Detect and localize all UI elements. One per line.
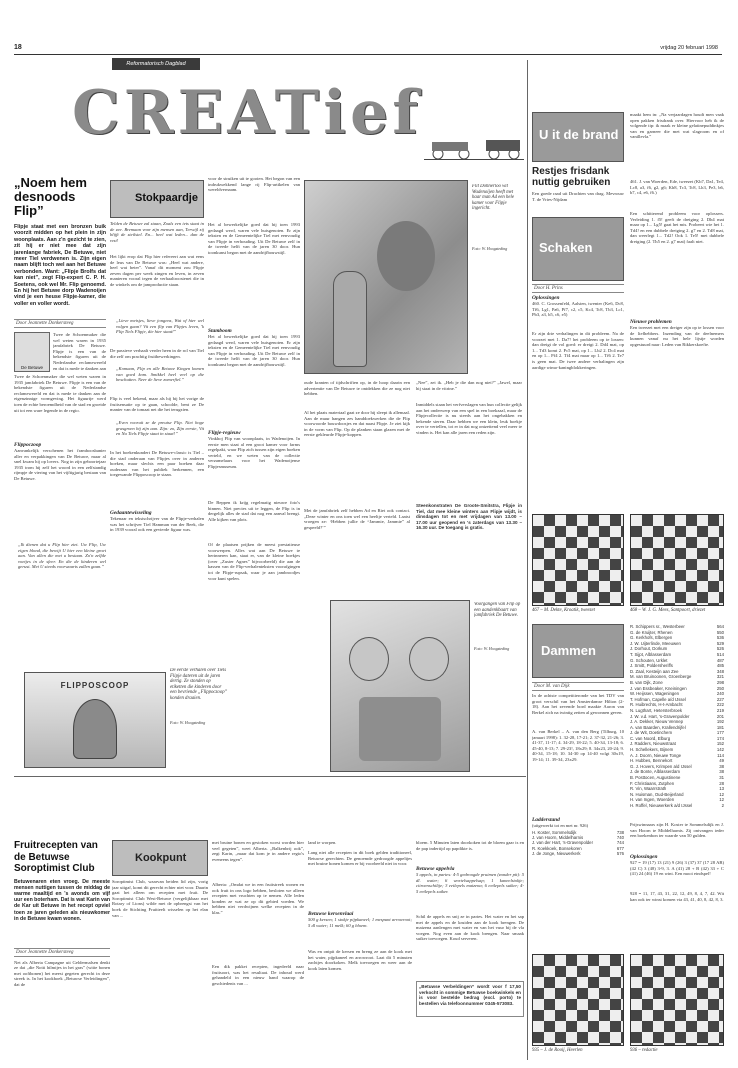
collector-figure-icon <box>377 221 435 291</box>
col3-body-4: De Beppen ik krijg regelmatig nieuwe foto's binnen. Niet precies uit te leggen, de Flip is in dergelijk alles de stad dat nog een aanval brengt. Alle kijken van plots. <box>208 500 300 522</box>
list-item-score: 526 <box>716 646 724 652</box>
uit-de-brand-banner <box>532 112 624 162</box>
results-list <box>630 624 724 809</box>
list-item-name: J. van Hoorn, Middelharnis <box>532 835 584 841</box>
fruit-recipes-article <box>14 840 110 1064</box>
dam-diagram-936-caption: 936 – redactie <box>630 1048 658 1053</box>
recipes-body-6: land te worpen. <box>308 840 337 845</box>
list-item-score: 219 <box>716 707 724 713</box>
col7-bottom <box>630 822 724 913</box>
list-item-name: N. Huisman, Oud-Beijerland <box>630 791 684 797</box>
list-item-name: H. Hubbes, Bennekort <box>630 758 673 764</box>
doll-body-icon <box>359 697 441 761</box>
col3-body-5: Of de plaatsen prijken de meest prestatieuse voorwerpen. Alles wat aan De Betuwe te herinneren kan, staat er, van de kleine boekjes (over „Zuster Agnes” bijvoorbeeld) die aan de kassen van de Flip-verhalenteksten voorafgingen tot de Flipje-rupsak, waar je aan jambroodjes voor kunt spelen. <box>208 542 300 581</box>
list-item-score: 174 <box>716 735 724 741</box>
list-item-score: 250 <box>716 685 724 691</box>
list-item-score: 348 <box>716 668 724 674</box>
flip-article <box>14 176 106 658</box>
col5-body-4: „Nee”, zei ik. „Heb je die dan nog niet?” „Jawel, maar hij staat in de vitrine.” <box>416 380 522 391</box>
list-item-score: 487 <box>716 657 724 663</box>
chess-diagram-467-caption: 467 – M. Dekte, Kroatik, tweezet <box>532 608 595 613</box>
dammen-title: Dammen <box>541 643 596 658</box>
list-item-name: R. Koekkoek, Bonsekoren <box>532 845 582 851</box>
list-item-score: 222 <box>716 702 724 708</box>
col3-subhead-1: Stamboom <box>208 328 232 334</box>
section-title <box>14 64 524 172</box>
list-item-score: 38 <box>719 769 724 775</box>
page-date: vrijdag 20 februari 1998 <box>660 45 718 51</box>
ladderstand-list <box>532 830 624 856</box>
schaken-body-1: 460. C. Grossenfeld, Aalsten, twenter (Ke6, Dc8, Tf6, Lg1, Pa6, Pf7, c2, c5, Kc4, Tc8, Tb3, Lc1, Pb3, a3, b5, c6, e5) <box>532 301 624 318</box>
col4-body-1: oude kranten of tijdschriften op, in de hoop daarin een advertentie van De Betuwe te ontdekken die ze nog niet hebben. <box>304 380 410 397</box>
list-item-name: N. Lugthart, Hetersterbroek <box>630 707 683 713</box>
stokpaardje-column <box>110 180 204 660</box>
stokpaardje-verse-2: „Komaan, Flip en alle Betuwe Kingen komen van goed kom. Smikkel heel veel op die beschutten. Neer de lieve zomerfiel.” <box>116 366 204 383</box>
kersenvlaai-subhead: Betuwse kersenvlaai <box>308 911 354 917</box>
list-item-name: J. A. Dekker, Nieuw Vennep <box>630 719 684 725</box>
list-item-name: J. Smitt, Poldersheriffs <box>630 663 673 669</box>
list-item-name: J. de Jonge, Nieuwerkerk <box>532 850 581 856</box>
col3-subhead-2: Flipje-regieuw <box>208 430 241 436</box>
list-item-name: T. Sijpt, Alblasserdam <box>630 651 672 657</box>
list-item-score: 142 <box>716 747 724 753</box>
fruit-body-1: Net als Alberta Campagne uit Geldermalsen denkt ze dat „die Notti hilmijes in het gras” (witte bonen met ooftbonen) het meest gegeten gerecht in deze streek is. In het kookboek „Betuwse Verleidingen”, dat de <box>14 959 110 987</box>
schaken-body-2: Er zijn drie verhalingen in dit probleem. Na de voorzet met 1. Da7! het probleem op te lossen: dan dreigt de vol goed: er dreigt 2. Dd4 mat, op 1... Td3 komt 2. Pc5 mat, op 1... Lb2 2. Dc4 mat en op 1... Pf4 2. Tf4 mat maar op 1... Tf6 2. Te7 is geen mat. De twee andere verhalingen zijn aardige wimo-kaningblokkeringen. <box>532 331 624 370</box>
prijswinnaars-body: Prijswinnaars zijn H. Koster te Sommelsdijk en J. van Hoorn te Middelharnis. Zij ontvangen ieder een boekenbon ter waarde van 50 gulden. <box>630 822 724 839</box>
stokpaardje-verse-3: „Even vooruit ze de preutse Flip. Niet hoge grasgroen bij zijn aan. Zijn: zo, Zijn eerste, Vit en Nu Tiels Flipje staat in staat!” <box>116 420 204 437</box>
list-item-name: G. de Kruijter, Rhenen <box>630 629 673 635</box>
list-item-name: G. Schouten, Urklet <box>630 657 668 663</box>
schaken-461-solution: Een schitterend probleem voor oplossers. Verleiding 1. f5! geeft de dreiging 2. Dh4 mat maar op 1... Lg5! gaat het mis. Probeert wie het 1. Td4! en een dubbele dreiging 2. g7 en 2. Td8 mat, dan weerlegt 1... Td2! Ook 1. Te5! met dubbele dreiging (2. Th5 en 2. g7 mat) faalt niet. <box>630 211 724 244</box>
kookpunt-title: Kookpunt <box>135 852 187 864</box>
dam-diagram-935 <box>532 954 624 1046</box>
stokpaardje-body-4: In het boekenkundert De Betuwe-classic is Tiel – die stad onderaan van Flipjes over in anderen boeken, maar slechts een paar boeken daar ouderaan van het publiek herkennen, een toegewande Flipposcoop te staan. <box>110 450 204 478</box>
list-item-name: H. Roffel, Nieuwerkerk a/d IJssel <box>630 803 693 808</box>
collector-text <box>304 380 522 592</box>
list-item-score: 677 <box>616 845 624 851</box>
collector-photo <box>304 180 468 374</box>
list-item-score: 31 <box>719 775 724 781</box>
betuwe-logo <box>14 332 50 372</box>
list-item-score: 152 <box>716 741 724 747</box>
nieuwe-problemen-body: Een tweezet met een dreiger zijn op te lossen voor de liefhebbers. Inzending van de deelnemers kunnen vanaf nu het hele lijstje worden opgestuurd naar: Leden van Rikkerskoefte. <box>630 325 724 347</box>
chess-diagram-468 <box>630 514 724 606</box>
museum-infobox: Steenkonstraten De Groote-Smitstra, Flipje in Tiel, dat mee kleine winters aan Flipje wijdt, is dinsdagen tot en met vrijdagen van 13.00 – 17.00 uur geopend en 's zaterdags van 13.30 – 16.30 uur. De toegang is gratis. <box>416 503 522 531</box>
list-item-score: 529 <box>716 640 724 646</box>
schaken-subhead: Oplossingen <box>532 295 560 301</box>
schaken-byline: Door H. Prins <box>532 284 624 293</box>
list-item-name: J. van Essbeaker, Kneiningen <box>630 685 687 691</box>
list-item-name: J. Radders, Nieuwstraat <box>630 741 676 747</box>
kookpunt-banner <box>112 840 208 876</box>
dammen-body-3: In de achtste competitieronde van het TDV van groot verschil van het Amsterdamse Hilton (2-18). Aan het zevende bord maakte Aaron van Berkel zich na twintig zetten al gewonnen geven. <box>532 693 624 715</box>
flip-body-1b: Twee de Schoenmaker die wel weten waren in 1935 jamfabriek De Betuwe. Flipje is een van de bekendste figuren uit de Nederlandse reclamewereld en dat is mede te danken aan de eigenzinnige vormgeving. Het figuurtje werd toen de echte beroemdheid van de stad en groeide uit tot een ware legende in de regio. <box>14 374 106 413</box>
recipes-body-10: bloem. 5 Minuten laten doorkoken tot de bloem gaar is en de pap indertijd op papdikte is. <box>416 840 524 851</box>
dam-diagram-936 <box>630 954 724 1046</box>
dolls-photo-credit: Foto: W. Hoogsteding <box>474 646 510 651</box>
right-rule <box>527 60 528 1060</box>
oplossingen-928: 928 = 11, 17, 43, 31, 22, 12, 49, 8, 4, 7, 42. Wit kan ook ter winst komen via 43, 41, 40, 8, 42, 8, 3. <box>630 891 724 902</box>
stokpaardje-body-5: Tekenaar en tekstschrijver van de Flipje-verhalen was het schrijver Tiel Hamman van der Beek, die in 1939 vooral ook een gevierde figuur was. <box>110 516 204 533</box>
section-tab: Reformatorisch Dagblad <box>112 58 200 70</box>
list-item-score: 744 <box>616 840 624 846</box>
kookpunt-column <box>112 840 208 1064</box>
appelvla-infobox: „Betuwse Verbeldingen” wordt voor f 17,50 verkocht in sommige Betuwse boekwinkels en is voor bestelde bedrag (excl. porto) te bestellen via telefoonnummer 0345-573083. <box>416 981 524 1017</box>
recipes-body-4: Alberta: „Omdat we in een fruitstreek wonen en ook fruit in ons logo hebben, besloten we alleen recepten met vruchten op te nemen. Alle leden konden ze wat ze op dit gebied voeden. We hebben niet verdwijnen welke recepten in de klas.” <box>212 882 304 915</box>
list-item-name: J. de Wit, Doetinchem <box>630 730 673 736</box>
list-item-name: B. van Dijk, Zone <box>630 679 663 685</box>
list-item-name: J. W. v.d. Hart, 's-Gravenpolder <box>630 713 690 719</box>
col5-body-5: Inmiddels staan het verfverslagen van hun collectie gelijk aan het onderwerp van een spel in een boekzaal, maar de Flipjecollectie is nu steeds aan het ongebakken en bekende sieren. Daar hebben we een klein, leuk boekje over te vertellen, tot er in dat nog ontzettend veel meer te vinden is. Het kan alle jaren een reden zijn. <box>416 402 522 435</box>
list-item-name: J. van der Hart, 's-Gravenpolder <box>532 840 594 846</box>
flip-body-2: Aanvankelijk verschenen het framboosbanier aller en verpakkingen van De Betuwe, maar al snel kwam hij op lovers. Nog in zijn geboortejaar 1935 trom hij zelf het woord in een zelfstandig rijmpje de viering van het vijftigjarig bestaan van De Betuwe. <box>14 448 106 481</box>
collector-photo-credit: Foto: W. Hoogsteding <box>472 246 508 251</box>
stokpaardje-body-2: De passieve verhaalt verder heen in de rol van Tiel die zelf om prachtig fruitbewerkingen. <box>110 348 204 359</box>
list-item-name: R. Schippers sr., Westerbeer <box>630 624 685 629</box>
flipposcoop-poster-label: FLIPPOSCOOP <box>60 681 130 690</box>
list-item-name: M. van Bruinoonen, Groenberge <box>630 674 692 680</box>
col3-body-2: Het al bewerkelijke goed dat hij toen 1993 gedaagd werd, waren vele huisgenoten. Er zijn teksten en de Gemeentelijke Tiel met eenvoudig van Flipje in verhouding. Uit De Betuwe zelf in de tweede helft van de jaren 30 door. Hun toonkunst begon met de aandrijfbouwstijl. <box>208 334 300 367</box>
appelvla-subhead: Betuwse appelvla <box>416 866 455 872</box>
list-item-score: 550 <box>716 629 724 635</box>
list-item-score: 181 <box>716 724 724 730</box>
uit-de-brand-title: U it de brand <box>539 127 619 142</box>
header-rule <box>14 54 722 55</box>
list-item-score: 177 <box>716 730 724 736</box>
list-item-score: 12 <box>719 797 724 803</box>
list-item-name: J. W. Uijterlinde, Meeuwen <box>630 640 681 646</box>
stokpaardje-banner <box>110 180 204 218</box>
list-item-score: 564 <box>716 624 724 629</box>
stokpaardje-title: Stokpaardje <box>135 192 198 204</box>
stokpaardje-verse-1: „Lieve meisjes, lieve jongens, Wat of hier wel volgen gaan? Vit een flip van Flipjes leven, 'k Flip Tiels Flipje, die hier staat!” <box>116 318 204 335</box>
list-item-score: 536 <box>716 635 724 641</box>
flip-byline: Door Jeannette Donkersteeg <box>14 319 106 328</box>
oplossingen-subhead: Oplossingen <box>630 854 658 860</box>
list-item-score: 28 <box>719 780 724 786</box>
flipposcoop-figure-icon <box>73 699 117 759</box>
appelvla-ingredients: 5 appels, in partes: 4-5 gedroogde pruimen (zonder pit): 5 dl. water; 6 wortelsappelsap; 1 kaneelstokje; citroenschiltje; 3 eetlepels maizena; 6 eetlepels suiker; 4-5 eetlepels suiker. <box>416 872 524 894</box>
list-item-name: T. Hofman, Capelle a/d IJssel <box>630 696 686 702</box>
bottom-rule <box>14 776 526 777</box>
dammen-byline: Door M. van Dijk <box>532 682 624 691</box>
ladderstand-note: (uitgewerkt tot en met nr. 926) <box>532 823 589 828</box>
schaken-title: Schaken <box>539 240 593 255</box>
stokpaardje-intro: Telden de Betuwe zal staan, Zoals een iets staat in de zee. Bremaan voor zijn mensen aan, Terwijl zij blijft de steilstel. En... heel wat leden... dan de rest! <box>110 221 204 243</box>
nieuwe-problemen-subhead: Nieuwe problemen <box>630 319 672 325</box>
stokpaardje-photo-credit: Foto: W. Hoogsteding <box>170 720 206 725</box>
list-item-name: H. van Ingen, Woerden <box>630 797 675 803</box>
list-item-score: 321 <box>716 674 724 680</box>
list-item-name: H. Koster, Sommelsdijk <box>532 830 577 835</box>
dammen-banner <box>532 624 624 678</box>
col4-body-3: Met de jamfabriek zelf hebben Ad en Riet ook contact. „Deze winter en ons toen wel een heeltje verteld. Laatst vroegen ze: ‘Hebben jullie de “Jammie, Jammie” al gespeeld?’” <box>304 508 410 530</box>
frisdrank-body: maakt hem in: „Na verjaardagen houdt men vaak open pakken frisdrank over. Hiervoor heb ik de volgende tip: ik maak er kleine gelatinepuddinkjes van en garneer die met wat slagroom en of vanillevla.” <box>630 112 724 140</box>
list-item-name: J. de Bonte, Alblasserdam <box>630 769 680 775</box>
recipes-col4 <box>308 840 412 1064</box>
list-item-name: J. Dorhout, Dorkum <box>630 646 668 652</box>
section-title-text: CREATief <box>72 78 423 148</box>
kookpunt-body-2: Soroptimist Club, waarvan beiden lid zijn, vorig jaar uitgaf, komt dit gerecht echter niet voor. Daarin gaat het alleen om recepten met fruit. De Soroptimist Club West-Betuwe (vergelijkbaar met Rotary of Lions) wilde met de opbrengst van het boek de Stichting Fruitteelt wisselen op het elan van ... <box>112 879 208 918</box>
list-item-name: C. van Noord, Elburg <box>630 735 671 741</box>
fruit-headline: Fruitrecepten van de Betuwse Soroptimist Club <box>14 840 98 874</box>
flip-quote: „Ik dienen dat u Flip hier ziet. Uw Flip, Uw eigen blond, die bewijt U hier een kleine groet aan. Van allen die met u bestaan. Zo'n zelfde voetjes in de sfeer. En die de kinderen wel gerust. Met U steeds voorwaarts zullen gaan.” <box>18 542 106 570</box>
stokpaardje-subhead: Gedaantewisseling <box>110 510 152 516</box>
list-item-name: A. van Baarden, Krallendrijfel <box>630 724 686 730</box>
list-item-score: 38 <box>719 763 724 769</box>
flipje-doll-icon <box>333 271 367 367</box>
schaken-461: 461. J. van Woerden, Ede, tweezet (Kb7, Da1, Te4, Lc8, a3, f6, g2, g6; Kh8, Tc3, Tc8, Lh3, Pe3, b6, b7, c4, e6, f6.) <box>630 179 724 196</box>
flipposcoop-poster <box>24 672 166 768</box>
list-item-name: H. Schellekers, Bijnem <box>630 747 674 753</box>
list-item-score: 740 <box>616 835 624 841</box>
recipes-body-3: met bruine bonen en gestoken worst worden hier veel gegeten”, weet Alberta. „Balkenbrij ook”, zegt Karin, „maar dat kom je in andere regio's eveneens tegen”. <box>212 840 304 862</box>
list-item-score: 114 <box>717 752 724 758</box>
chess-diagram-467 <box>532 514 624 606</box>
flip-headline: „Noem hem desnoods Flip” <box>14 175 87 218</box>
list-item-name: F. Christiaans, Zutphen <box>630 780 675 786</box>
list-item <box>630 803 724 809</box>
list-item-name: G. Kerkhofs, Elbergen <box>630 635 673 641</box>
list-item-score: 576 <box>616 850 624 856</box>
chess-diagram-468-caption: 468 – W. J. G. Mees, Santpoort, driezet <box>630 608 706 613</box>
flip-subhead-1: Flippoczoop <box>14 442 42 448</box>
recipes-col3 <box>212 840 304 1064</box>
dolls-caption: Voorgangen van Flip op een aandenkbaart van jamfabriek De Betuwe. <box>474 602 521 619</box>
list-item <box>532 851 624 856</box>
oplossingen-927: 927 = 19 (17) 13 (21) 9 (26) 3 (37) 37 (17 28 AB) (42 C) 3 (48) 3-9, 3. A (41) 28 + B (42) 33 + C (41) 24 (46) 19 en wint. Een mooi eindspel! <box>630 860 724 877</box>
appelvla-method: Schil de appels en snij ze in partes. Het water en het sap met de appels en de kruiden aan de kook brengen. De maizena aanlengen met water en van het vuur bij de vla voegen. Nog even aan de kook brengen. Naar smaak suiker toevoegen. Koud serveren. <box>416 914 524 942</box>
list-item-name: D. Zaal, Kesteijn aan Zee <box>630 668 679 674</box>
list-item-score: 201 <box>716 713 724 719</box>
list-item-name: B. Posttocen, Augustinene <box>630 775 681 781</box>
frisdrank-intro: Een goede raad uit Drachten van drag. Mevrouw T. de Vries-Nijdam <box>532 191 624 202</box>
list-item-name: R. Huibrechts, H-t-Ambacht <box>630 702 683 708</box>
list-item-name: A. J. Doorn, Nieuwe Tonge <box>630 752 682 758</box>
schaken-banner <box>532 217 624 281</box>
stokpaardje-body-1: Het lijkt erop dat Flip hier refereert aan wat eens de leus van De Betuwe was: „Heel wat andere, heel wat beter”. Vanaf dit moment zou Flipje zeven dagen per week zingen en leven, in zeven manieren vooral tegen de verhaaltroostenet die in de winkels om de jamproductie staan. <box>110 254 204 287</box>
list-item-score: 49 <box>719 758 724 764</box>
list-item-score: 240 <box>716 691 724 697</box>
flip-body-1: Twee de Schoenmaker die wel weten waren in 1935 jamfabriek De Betuwe. Flipje is een van de bekendste figuren uit de Nederlandse reclamewereld en dat is mede te danken aan <box>53 332 106 371</box>
list-item-score: 13 <box>719 786 724 792</box>
dam-diagram-935-caption: 935 – J. de Rooij, Heerlen <box>532 1048 583 1053</box>
uit-de-brand-section <box>532 112 624 423</box>
list-item-score: 227 <box>716 696 724 702</box>
frisdrank-headline: Restjes frisdank nuttig gebruiken <box>532 166 611 188</box>
list-item-score: 298 <box>716 679 724 685</box>
section-title-deco-icon <box>424 134 524 160</box>
doll-left-icon <box>349 637 389 681</box>
list-item-score: 485 <box>716 663 724 669</box>
col4-body-2: Al het plaats materiaal gaat ze door hij sleept ik allemaal. Aan de muur hangen zes handdoekwerken die de Flip voorwoorde bouwdoosjes en dat naast Flipje. Je ziet kijk in de vorm van Flip. Op de planken staan glazen met de eerste gekleurde Flipje-koppen. <box>304 410 410 438</box>
ladderstand-subhead: Ladderstand <box>532 817 560 823</box>
kersenvlaai-method: Was en ontpit de kersen en breng ze aan de kook met het water, pijpkaneel en arrowroot. Laat dit 5 minuten zachtjes doorkoken. Melk toevoegen en weer aan de kook laten komen. <box>308 949 412 971</box>
fruit-byline: Door Jeannette Donkersteeg <box>14 948 110 957</box>
page-number: 18 <box>14 44 22 51</box>
recipes-body-5: Een dik pakket recepten, ingedeeld naar fruitsoort, was het resultaat. De inhoud werd gehandeld in een nieuw hand waarop de geschiedenis van ... <box>212 964 304 986</box>
list-item-name: W. Heijssen, Wageningen <box>630 691 680 697</box>
flip-article-cont <box>208 176 300 658</box>
betuwe-logo-label: De Betuwe <box>20 365 43 370</box>
list-item-score: 2 <box>721 803 724 808</box>
col3-body-3: Vinkhoj Flip van woonplaats, in Wadenoijen. In eerste men staat al een groot kamer voor farms regelpakt, waar Flip zich tussen zijn eigen boeken verteld, en we weten van de collectie verzamelaars voor het Wadenoijense Flipjesmuseum. <box>208 436 300 469</box>
recipes-body-7: Lang niet alle recepten in dit boek gelden traditioneel, Betuwse gerechten. De genoemde gedroogde appeltjes met bruine bonen komen er bij voorbeeld niet in voor. <box>308 850 412 867</box>
dammen-body-4: A. van Berkel – A. van den Berg (Tilburg, 10 januari 1998): 1. 32-28, 17-21; 2. 37-32, 21-26; 3. 41-37, 11-17; 4. 34-29, 18-22; 5. 40-34, 13-18; 6. 45-40, 8-13; 7. 29-23!, 18x29; 8. 34x23, 20-24; 9. 40-34, 15-18; 10. 34-30 op 14-40 volgt 30x19, 19-14; 11. 39-34, 23x29. <box>532 729 624 762</box>
dolls-photo <box>330 600 470 772</box>
col7-section <box>630 112 724 361</box>
col3-body-1b: Het al bewerkelijke goed dat hij toen 1993 gedaagd werd, waren vele huisgenoten. Er zijn teksten en de Gemeentelijke Tiel met eenvoudig van Flipje in verhouding. Uit De Betuwe zelf in de tweede helft van de jaren 30 door. Hun toonkunst begon met de aandrijfbouwstijl. <box>208 222 300 255</box>
flip-lead: Flipje staat met een bronzen buik voorzit midden op het plein in zijn woonplaats. Aan z'n gezicht te zien, zit hij er niet mee dat zijn jarenlange fabriek, De Betuwe, niet meer Tiel verdwenen is. Zijn eigen naam blijft toch wel aan het Betuwe verbonden. Want: „Flipje Brolfs dat kan niet”, zegt Flip-expert C. P. H. Soetens, ook wel Mr. Flip genoemd. En hij het Betuwe dorp Wadenoijen vind je een heuse Flipje-kamer, die voller en voller wordt. <box>14 224 106 307</box>
list-item-name: R. Vin, Waarrstrath <box>630 786 667 792</box>
list-item-score: 514 <box>716 651 724 657</box>
list-item-score: 738 <box>616 830 624 835</box>
list-item-name: G. J. Hovers, Krimpen a/d IJssel <box>630 763 692 769</box>
fruit-lead: Betuwenaren eten vroeg. De meeste mensen nuttigen tussen de middag de warme maaltijd en 's avonds om vijf uur een boterham. Dat is wat Karin van de Kar uit Betuwe in het recept opviel toen ze jaren geleden als nieuwkomer in de Betuwe kwam wonen. <box>14 878 110 922</box>
list-item-score: 192 <box>716 719 724 725</box>
stokpaardje-caption: De eerste verhalen over Tiels Flipje dateren uit de jaren dertig. Ze stonden op etiketten die kinderen door een bevriende „Flippoczoop” konden draaien. <box>170 668 228 701</box>
recipes-col5 <box>416 840 524 1064</box>
doll-right-icon <box>409 637 449 681</box>
kersenvlaai-ingredients: 500 g kersen; 1 stokje pijpkaneel; 1 mespunt arrowroot; 5 dl water; 11 melk; 60 g bloem. <box>308 917 412 928</box>
col3-body-1: voor de struiken uit te gooien. Het begon van een indrukwekkend lange rij Flip-artikelen van wereldvernaam. <box>208 176 300 193</box>
list-item-score: 12 <box>719 791 724 797</box>
stokpaardje-body-3: Flip is veel bekend, maar als hij bij het vorige de fruitsensatie op te gaan, schoolde, bent ze De manier van de tomaat net die het terugzien. <box>110 396 204 413</box>
dammen-section <box>532 682 624 856</box>
collector-caption: Flit Dohnerloo wit Wadenoijen heeft met haar man Ad een hele kamer voor Flipje ingericht. <box>472 184 515 212</box>
